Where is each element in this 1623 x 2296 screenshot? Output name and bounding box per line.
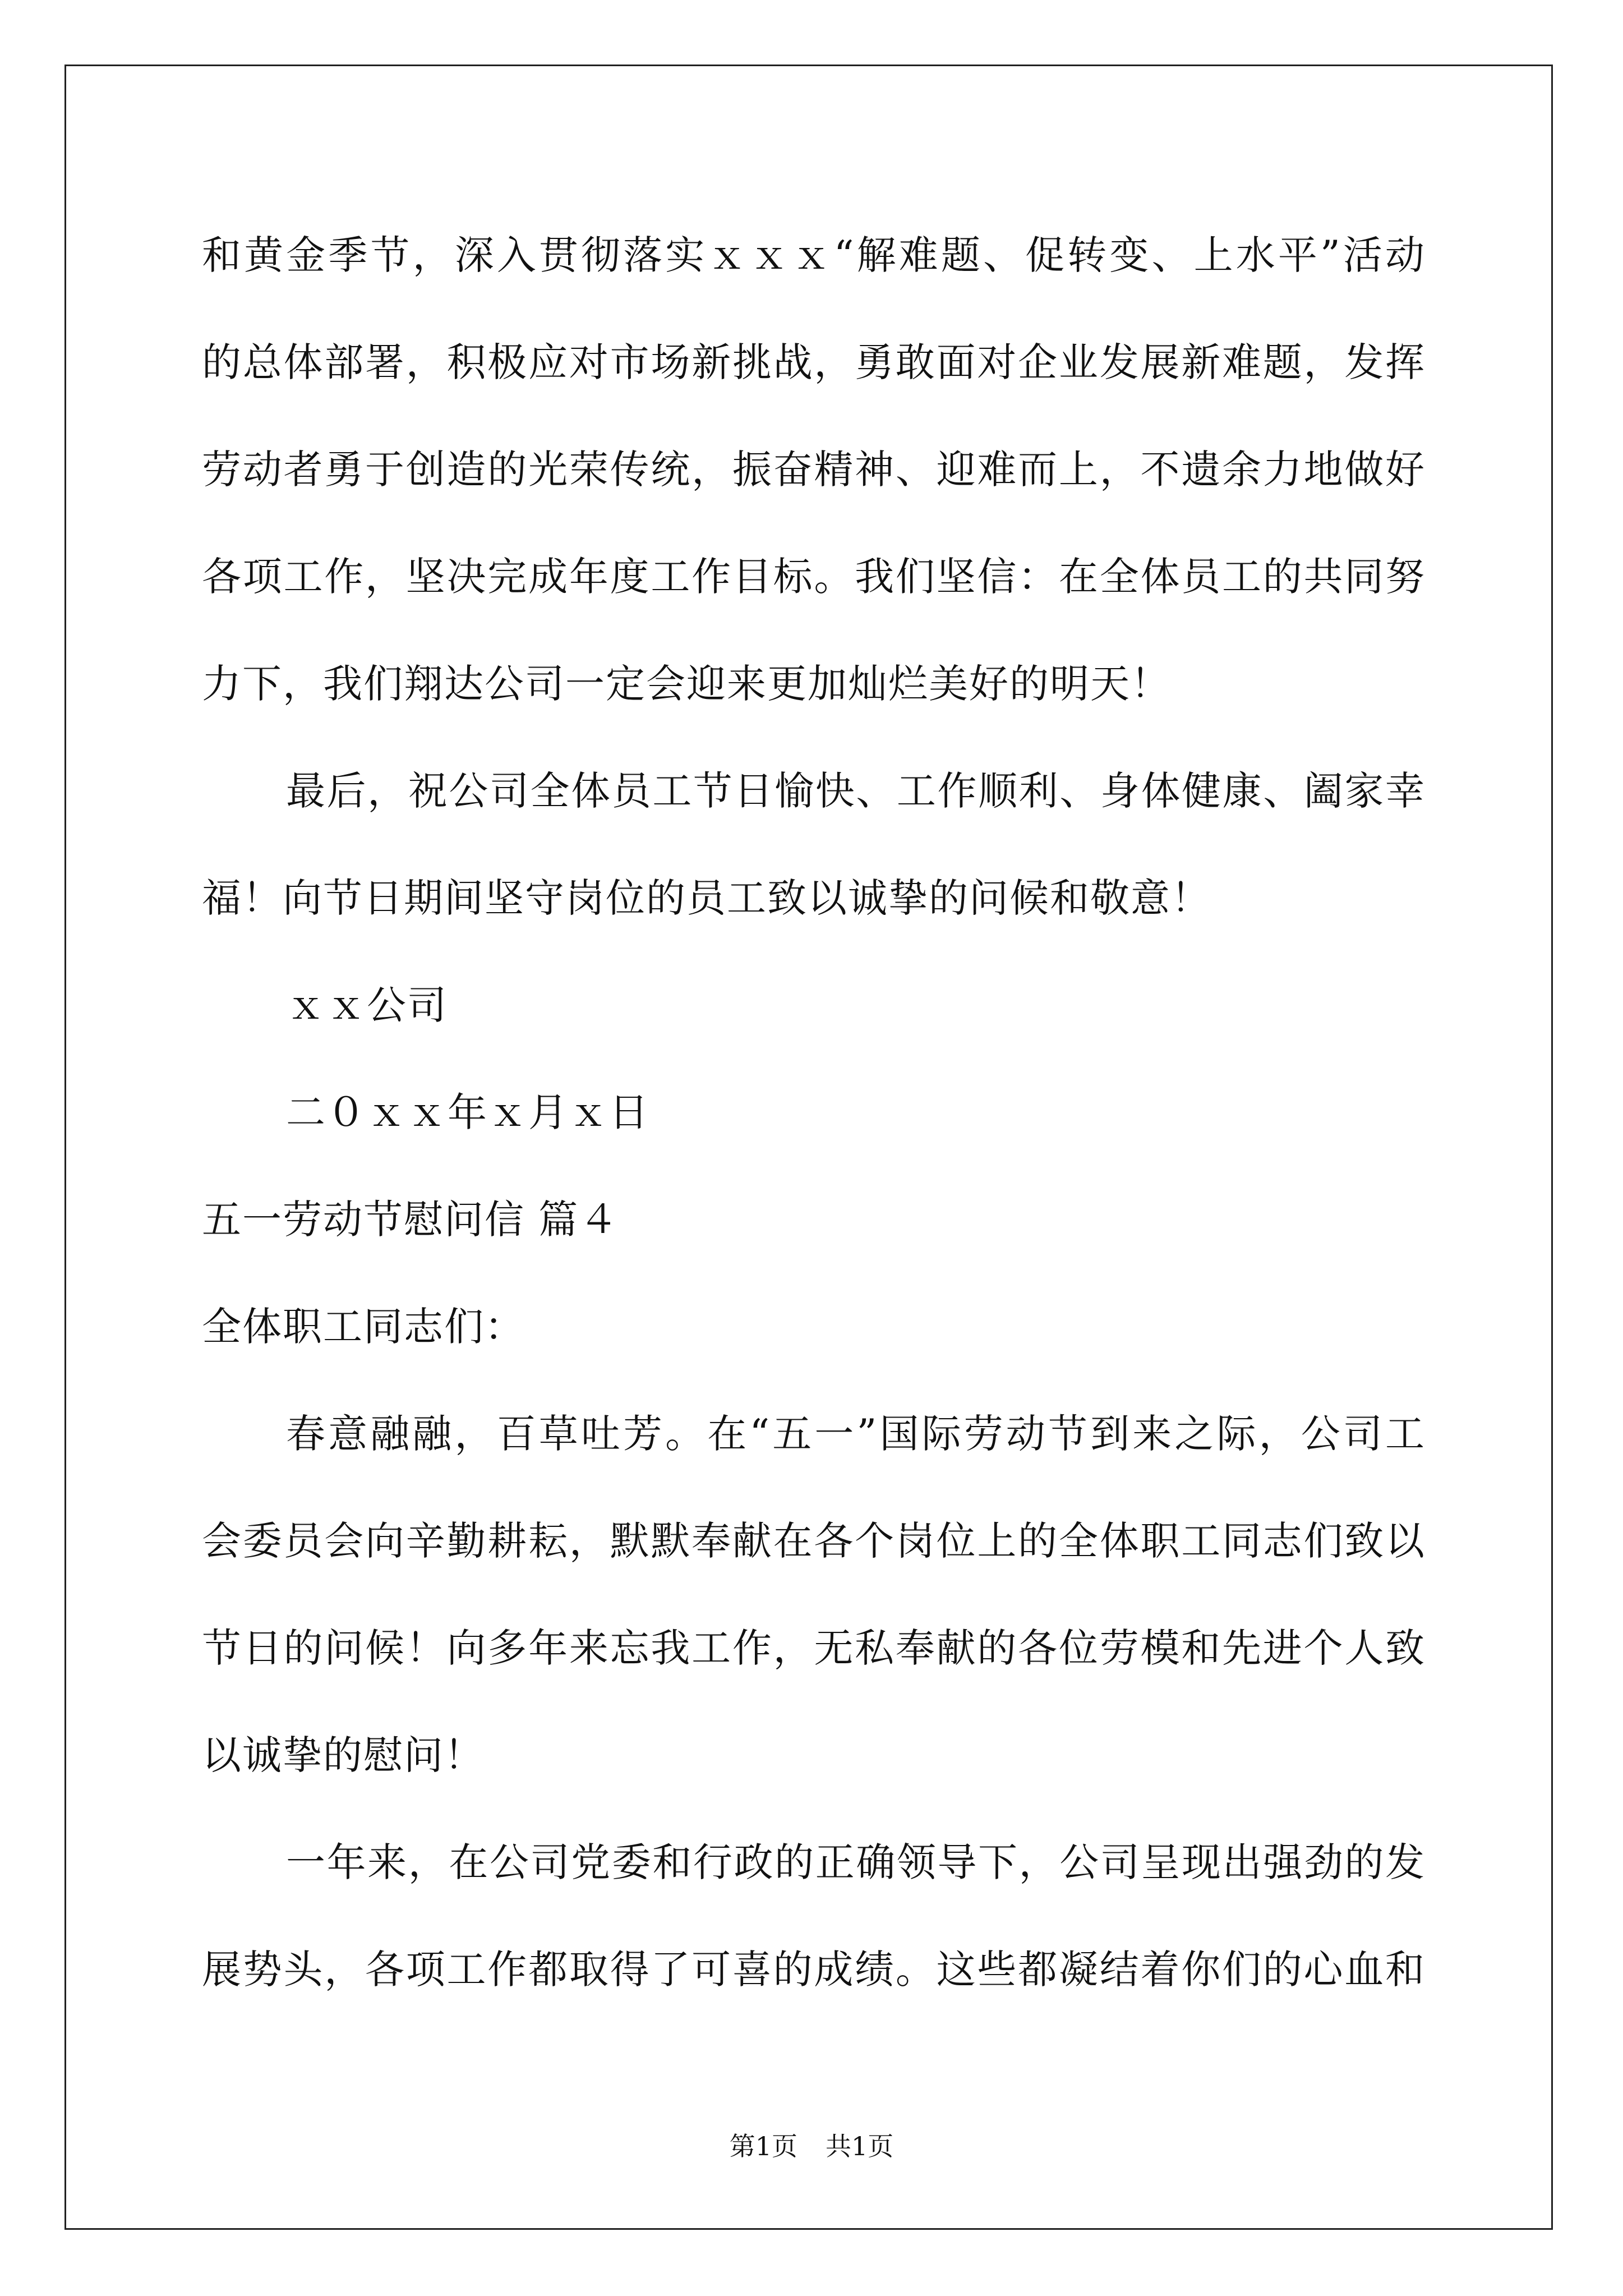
paragraph-line: 的总体部署，积极应对市场新挑战，勇敢面对企业发展新难题，发挥 bbox=[202, 339, 1426, 385]
paragraph-line: 节日的问候！向多年来忘我工作，无私奉献的各位劳模和先进个人致 bbox=[202, 1625, 1426, 1671]
paragraph-line: 会委员会向辛勤耕耘，默默奉献在各个岗位上的全体职工同志们致以 bbox=[202, 1518, 1426, 1564]
paragraph-line: 和黄金季节，深入贯彻落实ｘｘｘ“解难题、促转变、上水平”活动 bbox=[202, 232, 1426, 278]
salutation: 全体职工同志们： bbox=[202, 1304, 525, 1350]
page-total: 共1页 bbox=[826, 2131, 894, 2161]
paragraph-line: 展势头，各项工作都取得了可喜的成绩。这些都凝结着你们的心血和 bbox=[202, 1947, 1426, 1993]
signature-date: 二０ｘｘ年ｘ月ｘ日 bbox=[286, 1089, 649, 1135]
page-number: 第1页 bbox=[729, 2131, 797, 2161]
paragraph-line: 春意融融，百草吐芳。在“五一”国际劳动节到来之际，公司工 bbox=[286, 1411, 1426, 1457]
paragraph-line: 以诚挚的慰问！ bbox=[202, 1732, 485, 1778]
signature-company: ｘｘ公司 bbox=[286, 982, 448, 1028]
paragraph-line: 最后，祝公司全体员工节日愉快、工作顺利、身体健康、阖家幸 bbox=[286, 768, 1426, 814]
paragraph-line: 劳动者勇于创造的光荣传统，振奋精神、迎难而上，不遗余力地做好 bbox=[202, 447, 1426, 493]
section-title: 五一劳动节慰问信 篇４ bbox=[202, 1197, 620, 1243]
paragraph-line: 力下，我们翔达公司一定会迎来更加灿烂美好的明天！ bbox=[202, 661, 1171, 707]
page-footer bbox=[0, 2126, 1623, 2163]
paragraph-line: 各项工作，坚决完成年度工作目标。我们坚信：在全体员工的共同努 bbox=[202, 554, 1426, 600]
paragraph-line: 福！向节日期间坚守岗位的员工致以诚挚的问候和敬意！ bbox=[202, 875, 1211, 921]
document-body bbox=[202, 210, 1426, 2032]
paragraph-line: 一年来，在公司党委和行政的正确领导下，公司呈现出强劲的发 bbox=[286, 1839, 1426, 1885]
